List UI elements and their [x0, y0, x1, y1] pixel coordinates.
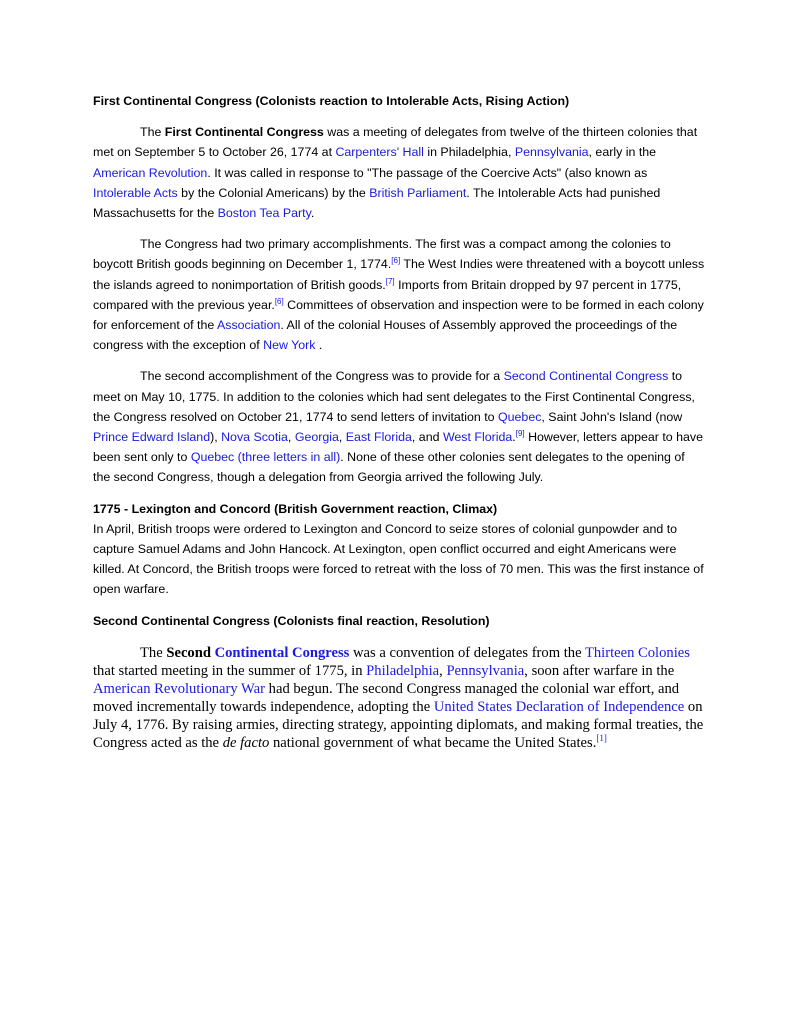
text-run: The — [140, 644, 167, 661]
heading-title: Lexington and Concord (British Government reaction, Climax) — [131, 501, 498, 516]
link-carpenters-hall[interactable]: Carpenters' Hall — [335, 145, 424, 160]
text-run: . None of these other colonies sent delegates to the opening of the second Congress, though a delegation from Georgia arrived the following July. — [93, 450, 685, 485]
footnote-link-6[interactable]: [6] — [391, 256, 401, 266]
text-run: in Philadelphia, — [423, 145, 515, 160]
text-run: . — [512, 430, 516, 445]
link-thirteen-colonies[interactable]: Thirteen Colonies — [584, 644, 690, 661]
paragraph-first-congress-intro — [93, 122, 705, 223]
paragraph-second-accomplishment — [93, 366, 705, 487]
text-run: by the Colonial Americans) by the — [177, 185, 370, 200]
text-run: , — [338, 430, 346, 445]
text-run: . It was called in response to "The passage of the Coercive Acts" (also known as — [207, 165, 648, 180]
link-georgia[interactable]: Georgia — [294, 430, 339, 445]
text-run: ), — [210, 430, 222, 445]
text-run: on July 4, 1776. By raising armies, directing strategy, appointing diplomats, and making formal treaties, the Congress acted as the — [93, 698, 704, 751]
link-pennsylvania-2[interactable]: Pennsylvania — [446, 662, 525, 679]
link-declaration-of-independence[interactable]: United States Declaration of Independence — [433, 698, 685, 715]
paragraph-lexington-concord: In April, British troops were ordered to Lexington and Concord to seize stores of colonial gunpowder and to capture Samuel Adams and John Hancock. At Lexington, open conflict occurred and eight Americans were killed. At Concord, the British troops were forced to retreat with the loss of 70 men. This was the first instance of open warfare. — [93, 521, 704, 597]
link-west-florida[interactable]: West Florida — [442, 430, 513, 445]
link-nova-scotia[interactable]: Nova Scotia — [221, 430, 288, 445]
text-run: . — [315, 338, 323, 353]
section-heading-first-congress: First Continental Congress (Colonists reaction to Intolerable Acts, Rising Action) — [93, 94, 570, 108]
footnote-link-9[interactable]: [9] — [515, 429, 525, 439]
text-run: The Congress had two primary accomplishments. The first was a compact among the colonies to boycott British goods beginning on December 1, 1774. — [93, 237, 671, 272]
footnote-link-7[interactable]: [7] — [385, 276, 395, 286]
link-british-parliament[interactable]: British Parliament — [369, 185, 467, 200]
text-run: to meet on May 10, 1775. In addition to the colonies which had sent delegates to the First Continental Congress, the Congress resolved on October 21, 1774 to send letters of invitation to — [93, 369, 695, 424]
text-run: , — [439, 662, 447, 679]
link-continental-congress[interactable]: Continental Congress — [214, 644, 350, 661]
section-heading-second-congress: Second Continental Congress (Colonists final reaction, Resolution) — [93, 613, 490, 628]
text-run: , early in the — [588, 145, 657, 160]
text-run: had begun. The second Congress managed the colonial war effort, and moved incrementally towards independence, adopting the — [93, 680, 680, 715]
link-american-revolution[interactable]: American Revolution — [93, 165, 208, 180]
link-prince-edward-island[interactable]: Prince Edward Island — [93, 430, 211, 445]
text-run: The second accomplishment of the Congress was to provide for a — [140, 369, 504, 384]
link-american-revolutionary-war[interactable]: American Revolutionary War — [93, 680, 266, 697]
link-association[interactable]: Association — [216, 318, 281, 333]
text-run: . The Intolerable Acts had punished Massachusetts for the — [93, 185, 661, 221]
text-run: The West Indies were threatened with a boycott unless the islands agreed to nonimportation of British goods. — [93, 257, 705, 292]
text-run: that started meeting in the summer of 1775, in — [93, 662, 367, 679]
text-run: The — [140, 125, 165, 140]
link-second-continental-congress[interactable]: Second Continental Congress — [503, 369, 669, 384]
paragraph-accomplishments — [93, 234, 705, 355]
text-run: , soon after warfare in the — [524, 662, 675, 679]
text-run: , — [287, 430, 295, 445]
link-philadelphia[interactable]: Philadelphia — [366, 662, 440, 679]
section-heading-lexington-concord — [93, 499, 705, 519]
heading-year: 1775 - — [93, 501, 132, 516]
text-run: . — [310, 206, 315, 221]
paragraph-second-congress — [93, 644, 705, 752]
text-run: Imports from Britain dropped by 97 percent in 1775, compared with the previous year. — [93, 277, 682, 312]
bold-term: Second — [166, 644, 215, 661]
link-boston-tea-party[interactable]: Boston Tea Party — [217, 206, 311, 221]
link-quebec-letters[interactable]: Quebec (three letters in all) — [190, 450, 341, 465]
link-quebec[interactable]: Quebec — [498, 409, 542, 424]
text-run: , Saint John's Island (now — [541, 409, 683, 424]
link-intolerable-acts[interactable]: Intolerable Acts — [93, 185, 178, 200]
text-run: , and — [411, 430, 443, 445]
link-pennsylvania[interactable]: Pennsylvania — [514, 145, 589, 160]
text-run: Committees of observation and inspection were to be formed in each colony for enforcement of the — [93, 297, 704, 333]
link-new-york[interactable]: New York — [263, 338, 316, 353]
footnote-link-1[interactable]: [1] — [596, 732, 607, 743]
bold-term: First Continental Congress — [164, 125, 324, 140]
footnote-link-6b[interactable]: [6] — [274, 296, 284, 306]
document-body — [93, 91, 705, 752]
text-run: . All of the colonial Houses of Assembly approved the proceedings of the congress with the exception of — [93, 318, 678, 353]
link-east-florida[interactable]: East Florida — [345, 430, 412, 445]
text-run: However, letters appear to have been sent only to — [93, 430, 704, 465]
text-run: was a meeting of delegates from twelve of the thirteen colonies that met on September 5 to October 26, 1774 at — [93, 125, 698, 160]
italic-term: de facto — [222, 734, 270, 751]
text-run: national government of what became the United States. — [269, 734, 597, 751]
text-run: was a convention of delegates from the — [349, 644, 585, 661]
